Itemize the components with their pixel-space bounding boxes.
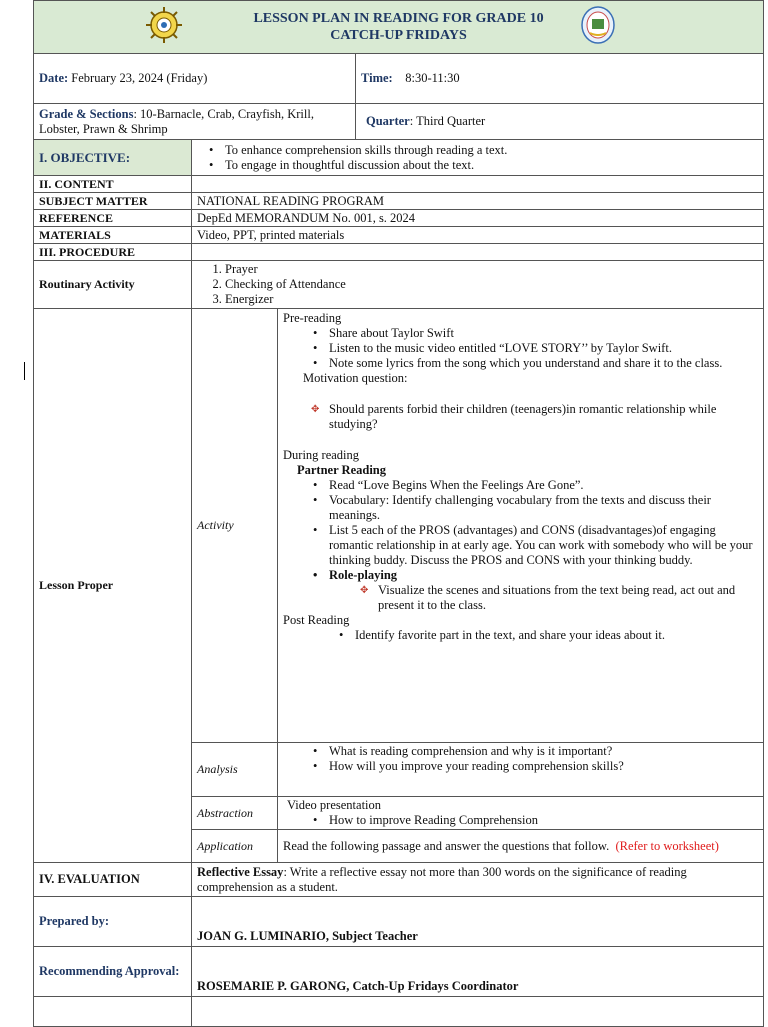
objective-list xyxy=(197,143,758,173)
during-reading-heading: During reading xyxy=(283,448,360,462)
list-item: 1. Prayer xyxy=(225,262,758,277)
lesson-plan-document xyxy=(33,0,763,1027)
objective-label-cell xyxy=(34,140,192,176)
post-reading-heading: Post Reading xyxy=(283,613,350,627)
school-seal-icon xyxy=(580,5,616,49)
list-item: • How will you improve your reading comprehension skills? xyxy=(329,759,758,774)
content-label: II. CONTENT xyxy=(34,176,192,193)
analysis-label: Analysis xyxy=(192,743,278,797)
pre-reading-list xyxy=(283,326,758,371)
essay-text: : Write a reflective essay not more than 300 words on the significance of reading comprehension as a student. xyxy=(197,864,687,894)
list-item: • List 5 each of the PROS (advantages) and CONS (disadvantages)of engaging romantic relationship in at early age. You can work with somebody who will be your thinking buddy. Discuss the PROS and CONS with your thinking buddy. xyxy=(329,523,758,568)
evaluation-row xyxy=(34,863,764,897)
list-item: • Share about Taylor Swift xyxy=(329,326,758,341)
motivation-label: Motivation question: xyxy=(303,371,408,385)
post-reading-list xyxy=(283,628,758,643)
quarter-cell xyxy=(356,104,764,140)
materials-label: MATERIALS xyxy=(34,227,192,244)
prepared-row xyxy=(34,897,764,947)
analysis-list xyxy=(283,744,758,774)
objective-row xyxy=(34,140,764,176)
procedure-label: III. PROCEDURE xyxy=(34,244,192,261)
list-item: • Read “Love Begins When the Feelings Are Gone”. xyxy=(329,478,758,493)
list-item: • Identify favorite part in the text, and share your ideas about it. xyxy=(355,628,758,643)
grade-cell xyxy=(34,104,356,140)
recommending-label-cell xyxy=(34,947,192,997)
procedure-row xyxy=(34,244,764,261)
list-item: • Note some lyrics from the song which you understand and share it to the class. xyxy=(329,356,758,371)
prepared-name: JOAN G. LUMINARIO, Subject Teacher xyxy=(192,897,764,947)
approved-label-cell xyxy=(34,997,192,1027)
subject-row xyxy=(34,193,764,210)
date-time-row xyxy=(34,54,764,104)
list-item: • What is reading comprehension and why is it important? xyxy=(329,744,758,759)
time-cell xyxy=(356,54,764,104)
objective-label: I. OBJECTIVE: xyxy=(39,149,131,165)
header-row xyxy=(34,1,764,54)
grade-label: Grade & Sections xyxy=(39,106,134,121)
list-item: • Vocabulary: Identify challenging vocabulary from the texts and discuss their meanings. xyxy=(329,493,758,523)
text-cursor xyxy=(24,362,25,380)
content-row xyxy=(34,176,764,193)
evaluation-label: IV. EVALUATION xyxy=(34,863,192,897)
role-playing-item: ✥ Visualize the scenes and situations from the text being read, act out and present it to the class. xyxy=(378,583,758,613)
activity-content-cell xyxy=(278,309,764,743)
subject-label: SUBJECT MATTER xyxy=(34,193,192,210)
materials-row xyxy=(34,227,764,244)
routinary-row xyxy=(34,261,764,309)
routinary-list xyxy=(197,262,758,307)
grade-value: : 10-Barnacle, Crab, Crayfish, Krill, Lobster, Prawn & Shrimp xyxy=(39,106,314,136)
content-empty-cell xyxy=(192,176,764,193)
date-label: Date: xyxy=(39,71,69,85)
list-item: • Role-playing xyxy=(329,568,758,583)
routinary-items-cell xyxy=(192,261,764,309)
activity-row xyxy=(34,309,764,743)
application-content-cell xyxy=(278,830,764,863)
evaluation-content-cell xyxy=(192,863,764,897)
page-title-line-2: CATCH-UP FRIDAYS xyxy=(330,28,467,43)
application-reference: (Refer to worksheet) xyxy=(615,838,719,853)
time-value: 8:30-11:30 xyxy=(405,71,460,85)
motivation-list xyxy=(283,402,758,432)
recommending-name: ROSEMARIE P. GARONG, Catch-Up Fridays Coordinator xyxy=(192,947,764,997)
reference-label: REFERENCE xyxy=(34,210,192,227)
pre-reading-heading: Pre-reading xyxy=(283,311,342,325)
date-cell xyxy=(34,54,356,104)
recommending-row xyxy=(34,947,764,997)
abstraction-list xyxy=(283,813,758,828)
abstraction-text: Video presentation xyxy=(287,798,382,812)
essay-label: Reflective Essay xyxy=(197,864,284,879)
application-label: Application xyxy=(192,830,278,863)
objective-items-cell xyxy=(192,140,764,176)
list-item: • Listen to the music video entitled “LOVE STORY’’ by Taylor Swift. xyxy=(329,341,758,356)
reference-row xyxy=(34,210,764,227)
approved-name-cell xyxy=(192,997,764,1027)
time-label: Time: xyxy=(361,71,393,85)
header-cell xyxy=(34,1,764,54)
list-item: • To engage in thoughtful discussion about the text. xyxy=(225,158,758,173)
procedure-empty-cell xyxy=(192,244,764,261)
role-playing-list xyxy=(283,583,758,613)
list-item: • To enhance comprehension skills through reading a text. xyxy=(225,143,758,158)
list-item: 2. Checking of Attendance xyxy=(225,277,758,292)
application-text: Read the following passage and answer the questions that follow. xyxy=(283,838,610,853)
lesson-proper-label: Lesson Proper xyxy=(34,309,192,863)
deped-wheel-seal-icon xyxy=(144,5,184,49)
prepared-label: Prepared by: xyxy=(39,914,110,928)
list-item: • How to improve Reading Comprehension xyxy=(329,813,758,828)
subject-value: NATIONAL READING PROGRAM xyxy=(192,193,764,210)
lesson-plan-table xyxy=(33,0,764,1027)
quarter-value: : Third Quarter xyxy=(409,114,486,128)
recommending-label: Recommending Approval: xyxy=(39,964,180,978)
prepared-label-cell xyxy=(34,897,192,947)
approved-row xyxy=(34,997,764,1027)
abstraction-label: Abstraction xyxy=(192,797,278,830)
quarter-label: Quarter xyxy=(366,114,410,128)
date-value: February 23, 2024 (Friday) xyxy=(68,71,208,85)
motivation-question: ✥ Should parents forbid their children (teenagers)in romantic relationship while studying? xyxy=(329,402,758,432)
analysis-content-cell xyxy=(278,743,764,797)
list-item: 3. Energizer xyxy=(225,292,758,307)
abstraction-content-cell xyxy=(278,797,764,830)
activity-label: Activity xyxy=(192,309,278,743)
routinary-label: Routinary Activity xyxy=(34,261,192,309)
during-reading-list xyxy=(283,478,758,583)
partner-reading-heading: Partner Reading xyxy=(297,463,386,477)
page-title-line-1: LESSON PLAN IN READING FOR GRADE 10 xyxy=(253,11,544,26)
reference-value: DepEd MEMORANDUM No. 001, s. 2024 xyxy=(192,210,764,227)
materials-value: Video, PPT, printed materials xyxy=(192,227,764,244)
grade-quarter-row xyxy=(34,104,764,140)
